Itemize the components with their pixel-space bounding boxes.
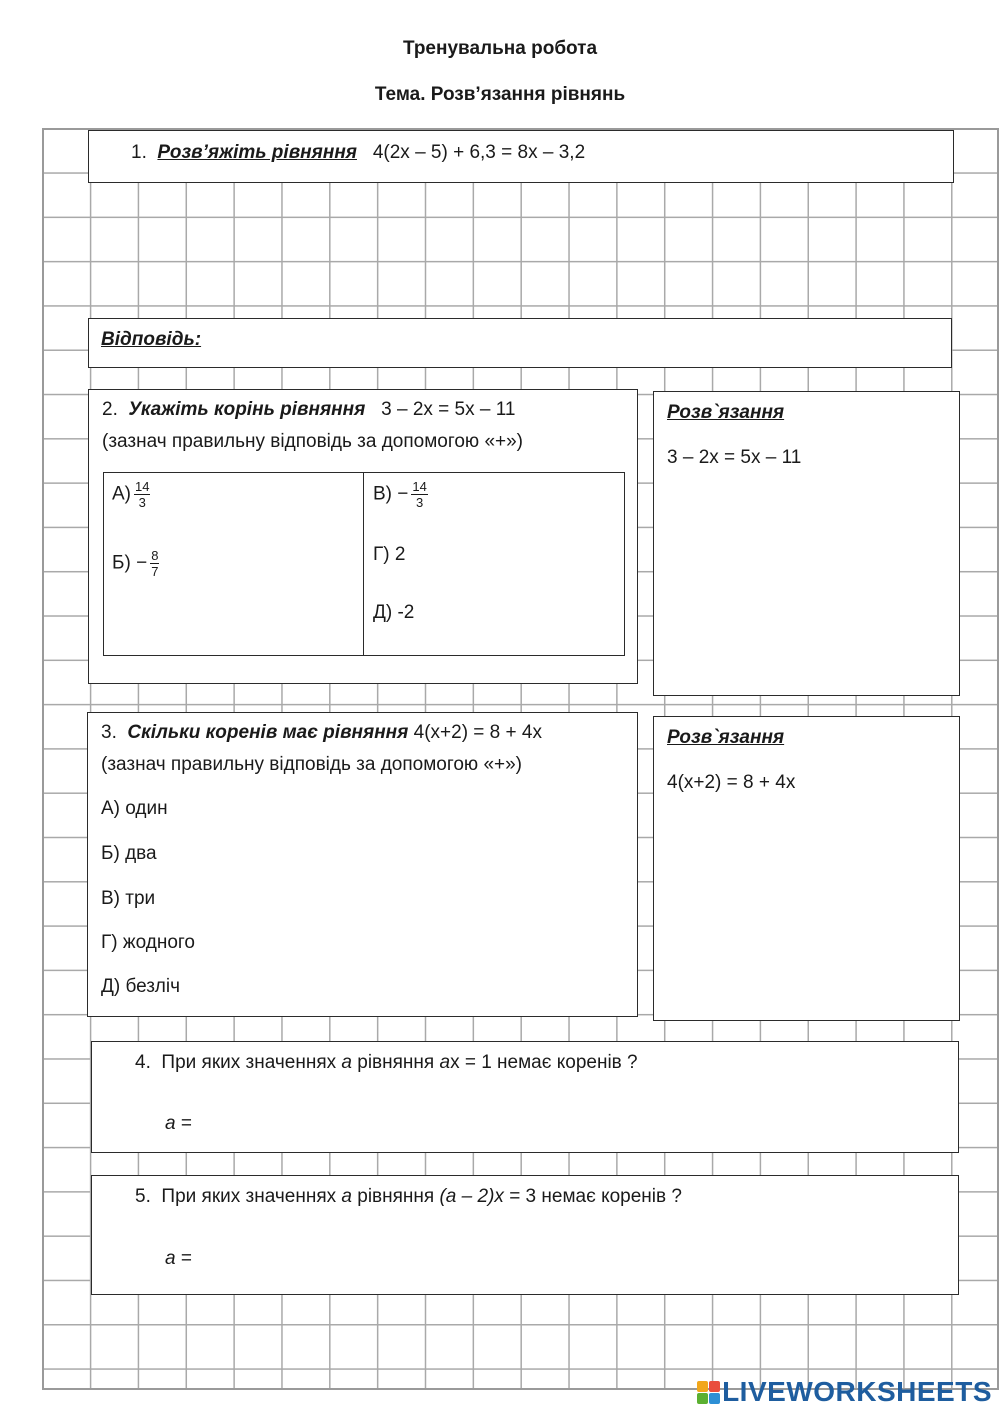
options-divider [363,473,364,655]
question-2-heading [102,399,515,421]
worksheet-subtitle: Тема. Розв’язання рівнянь [374,84,626,105]
question-1-equation: 4(2x – 5) + 6,3 = 8x – 3,2 [372,142,586,163]
question-2-prompt: Укажіть корінь рівняння [128,399,366,420]
option-b[interactable]: Б) − $\frac{8}{7}$ [112,548,159,579]
question-2-options-table [103,472,625,656]
question-3-solution-box[interactable] [653,716,960,1021]
option-v[interactable]: В) − $\frac{14}{3}$ [373,479,427,510]
question-2-number: 2. [102,399,118,420]
question-2-solution-title: Розв`язання [667,402,785,423]
question-1-box [88,130,954,183]
question-1-text [131,142,585,164]
question-4-text: 4. При яких значеннях а рівняння аx = 1 немає коренів ? [135,1052,638,1073]
question-3-instruction: (зазнач правильну відповідь за допомогою «+») [101,754,523,775]
liveworksheets-logo-icon [697,1381,720,1404]
question-3-solution-title: Розв`язання [667,727,785,748]
question-3-solution-equation: 4(x+2) = 8 + 4x [667,772,796,793]
question-2-solution-box[interactable] [653,391,960,696]
question-5-answer[interactable]: а = [165,1248,192,1269]
liveworksheets-wordmark: LIVEWORKSHEETS [722,1376,992,1407]
question-3-option-b[interactable]: Б) два [101,843,157,864]
question-3-option-d[interactable]: Д) безліч [101,976,180,997]
question-2-solution-equation: 3 – 2x = 5x – 11 [667,447,802,468]
question-3-option-g[interactable]: Г) жодного [101,932,195,953]
option-a-fraction: $\frac{14}{3}$ [135,479,150,510]
question-4-box [91,1041,959,1153]
worksheet-title: Тренувальна робота [402,38,598,59]
question-5-box [91,1175,959,1295]
answer-label: Відповідь: [101,329,202,350]
option-b-fraction: $\frac{8}{7}$ [151,548,159,579]
option-a[interactable]: А) $\frac{14}{3}$ [112,479,150,510]
question-3-number: 3. [101,722,117,743]
question-3-option-v[interactable]: В) три [101,888,156,909]
option-v-fraction: $\frac{14}{3}$ [412,479,427,510]
question-1-prompt: Розв’яжіть рівняння [157,142,357,163]
question-1-number: 1. [131,142,147,163]
question-3-box [87,712,638,1017]
question-3-option-a[interactable]: А) один [101,798,168,819]
option-g[interactable]: Г) 2 [373,544,406,565]
question-5-text: 5. При яких значеннях а рівняння (а – 2)x = 3 немає коренів ? [135,1186,682,1207]
question-2-box [88,389,638,684]
question-3-prompt: Скільки коренів має рівняння [127,722,409,743]
question-2-equation: 3 – 2x = 5x – 11 [381,399,516,420]
liveworksheets-logo [697,1376,992,1408]
question-4-answer[interactable]: а = [165,1113,192,1134]
question-2-instruction: (зазнач правильну відповідь за допомогою «+») [102,431,524,452]
option-d[interactable]: Д) -2 [373,602,415,623]
answer-box[interactable] [88,318,952,368]
question-3-equation: 4(x+2) = 8 + 4x [413,722,542,743]
question-3-heading [101,722,542,744]
